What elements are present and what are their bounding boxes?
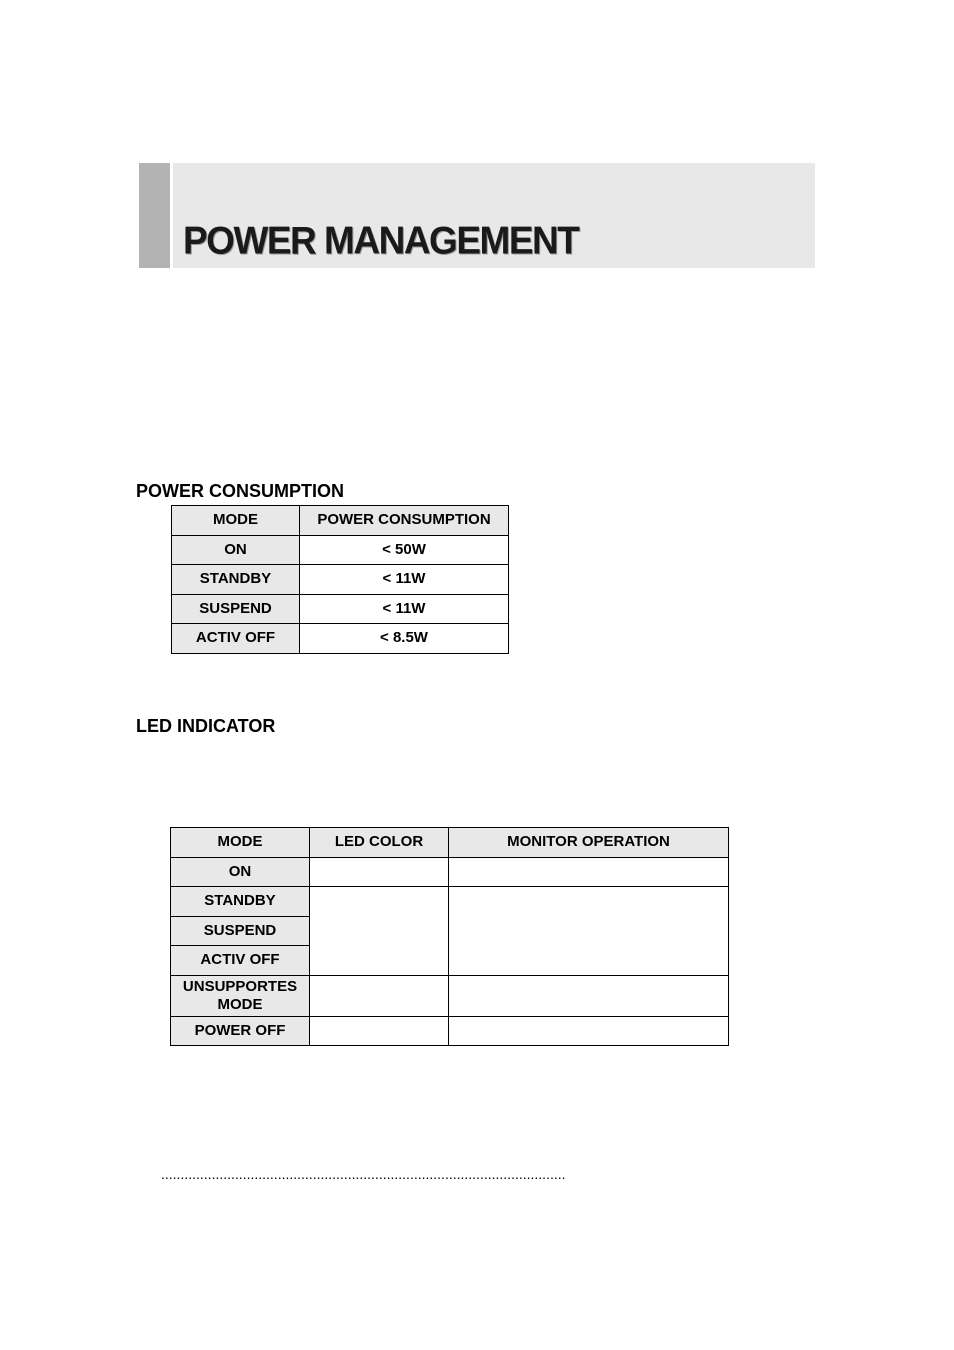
led-color-cell <box>310 1016 449 1046</box>
title-banner <box>139 163 815 268</box>
monitor-operation-cell <box>449 1016 729 1046</box>
table-row <box>172 624 509 654</box>
power-value-cell: < 11W <box>300 565 509 595</box>
table-row <box>171 975 729 1016</box>
mode-cell: ACTIV OFF <box>171 946 310 976</box>
led-color-cell <box>310 887 449 976</box>
mode-cell: SUSPEND <box>172 594 300 624</box>
table-row <box>171 1016 729 1046</box>
power-value-cell: < 11W <box>300 594 509 624</box>
led-color-cell <box>310 975 449 1016</box>
banner-accent-bar <box>139 163 170 268</box>
mode-cell: UNSUPPORTES MODE <box>171 975 310 1016</box>
power-consumption-heading: POWER CONSUMPTION <box>136 481 345 501</box>
table-row <box>172 565 509 595</box>
led-indicator-table <box>170 827 729 1046</box>
table-row <box>172 594 509 624</box>
led-color-cell <box>310 857 449 887</box>
table-row <box>172 535 509 565</box>
header-monitor-operation: MONITOR OPERATION <box>449 828 729 858</box>
page-title: POWER MANAGEMENT <box>183 219 579 263</box>
monitor-operation-cell <box>449 887 729 976</box>
dotted-separator: ........................................................................................................ <box>161 1166 566 1182</box>
power-value-cell: < 50W <box>300 535 509 565</box>
mode-cell: ACTIV OFF <box>172 624 300 654</box>
mode-cell: STANDBY <box>172 565 300 595</box>
banner-divider <box>170 163 173 268</box>
mode-cell: SUSPEND <box>171 916 310 946</box>
header-mode: MODE <box>172 506 300 536</box>
led-indicator-heading: LED INDICATOR <box>136 716 276 736</box>
header-mode: MODE <box>171 828 310 858</box>
table-header-row <box>171 828 729 858</box>
header-power-consumption: POWER CONSUMPTION <box>300 506 509 536</box>
header-led-color: LED COLOR <box>310 828 449 858</box>
monitor-operation-cell <box>449 857 729 887</box>
power-value-cell: < 8.5W <box>300 624 509 654</box>
mode-cell: ON <box>171 857 310 887</box>
table-row <box>171 887 729 917</box>
mode-cell: POWER OFF <box>171 1016 310 1046</box>
monitor-operation-cell <box>449 975 729 1016</box>
mode-cell: STANDBY <box>171 887 310 917</box>
power-consumption-table <box>171 505 509 654</box>
table-header-row <box>172 506 509 536</box>
table-row <box>171 857 729 887</box>
mode-cell: ON <box>172 535 300 565</box>
